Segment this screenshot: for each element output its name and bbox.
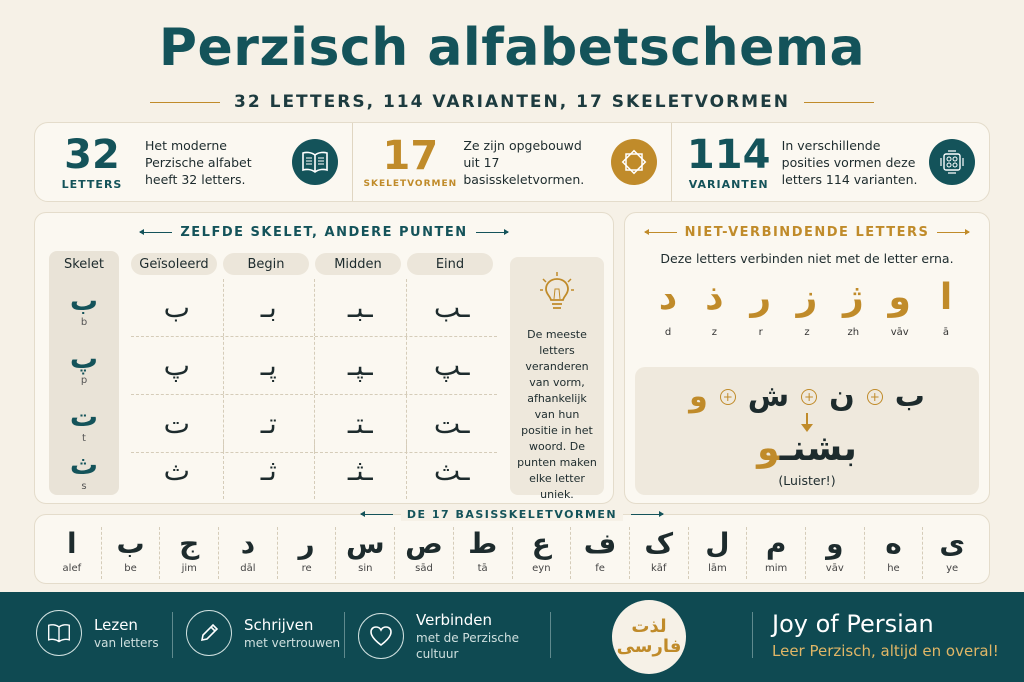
letter-form: ـپ [406,337,498,394]
column-header: Begin [223,253,309,275]
star-icon [611,139,657,185]
list-item: و vāv [805,527,864,579]
plus-icon: + [720,389,736,405]
footer-item-connect [358,610,526,662]
column-header: Midden [315,253,401,275]
page-title: Perzisch alfabetschema [158,18,866,78]
stat-text: Ze zijn opgebouwd uit 17 basisskeletvormen. [463,137,585,187]
letter-form: ـثـ [314,441,406,499]
stat-letters [35,123,352,201]
list-item: ر r [750,277,772,338]
subtitle-row [0,92,1024,112]
word-translation: (Luister!) [778,473,836,488]
list-item: ب be [101,527,160,579]
footer-item-title: Lezen [94,616,138,634]
footer-item-title: Verbinden [416,611,492,629]
skeleton-forms-list [43,527,981,579]
footer-item-sub: met de Perzische cultuur [416,631,520,661]
letter-form: ـت [406,395,498,452]
list-item: ع eyn [512,527,571,579]
footer-item-read [36,610,159,656]
brand-name: Joy of Persian [772,610,934,638]
word-part: ن [829,379,855,414]
page-subtitle: 32 LETTERS, 114 VARIANTEN, 17 SKELETVORMEN [234,92,790,112]
footer-divider [752,612,753,658]
letter-form: ـبـ [314,279,406,336]
list-item: ل lām [688,527,747,579]
list-item: ص sād [394,527,453,579]
letter-form: تـ [223,395,315,452]
list-item: و vāv [888,277,911,338]
list-item: ر re [277,527,336,579]
table-row [131,279,497,337]
stat-skeletons [352,123,670,201]
list-item: ط tā [453,527,512,579]
list-item: م mim [746,527,805,579]
subtitle-rule-right [804,102,874,103]
column-header: Geïsoleerd [131,253,217,275]
skeleton-forms-strip [34,508,990,584]
subtitle-rule-left [150,102,220,103]
letter-form: ـث [406,441,498,499]
tip-text: De meeste letters veranderen van vorm, afhankelijk van hun positie in het woord. De punten maken elke letter uniek. [517,328,597,501]
word-part: ش [747,379,790,414]
stat-text: Het moderne Perzische alfabet heeft 32 letters. [145,137,252,187]
table-row [131,441,497,499]
list-item: ز z [796,277,818,338]
list-item: ا alef [62,527,82,574]
footer-divider [172,612,173,658]
list-item: د d [658,277,678,338]
combined-word: بشنـو [757,428,857,469]
letter-form: ـتـ [314,395,406,452]
non-connecting-heading: NIET-VERBINDENDE LETTERS [625,225,989,240]
stat-number: 17 [382,133,439,179]
letter-form: ب [163,291,190,324]
tip-box [510,257,604,501]
plus-icon: + [801,389,817,405]
word-part: و [689,379,708,414]
letter-form: پ [163,349,190,382]
footer-divider [344,612,345,658]
footer-item-sub: met vertrouwen [244,636,341,650]
book-icon [36,610,82,656]
list-item: ک kāf [629,527,688,579]
footer-item-title: Schrijven [244,616,314,634]
brand-tagline: Leer Perzisch, altijd en overal! [772,642,999,660]
non-connecting-panel [624,212,990,504]
column-header: Eind [407,253,493,275]
grid-icon [929,139,975,185]
letter-form: ث [163,453,190,487]
non-connecting-letters [645,275,969,338]
list-item: ه he [864,527,923,579]
brand-logo: لذت فارسی [612,600,686,674]
lightbulb-icon [540,271,574,315]
list-item: ژ zh [842,277,864,338]
list-item: ی ye [922,527,981,579]
word-parts [635,377,979,417]
footer-item-write [186,610,340,656]
letter-form: ت [163,407,190,440]
list-item: ا ā [939,277,953,338]
heart-icon [358,613,404,659]
stat-text: In verschillende posities vormen deze letters 114 varianten. [781,137,918,187]
skeleton-letter: ب b [69,284,99,328]
letter-form: بـ [223,279,315,336]
skeleton-letter: پ p [69,342,99,386]
skeleton-forms-heading: DE 17 BASISSKELETVORMEN [35,508,989,521]
list-item: ج jim [159,527,218,579]
stat-number: 114 [686,131,771,178]
pencil-icon [186,610,232,656]
word-example [635,367,979,495]
letter-form: ـپـ [314,337,406,394]
footer [0,592,1024,682]
footer-item-sub: van letters [94,636,159,650]
stat-label: SKELETVORMEN [363,179,458,189]
table-row [131,337,497,395]
book-icon [292,139,338,185]
word-part: ب [894,379,925,414]
stats-bar [34,122,990,202]
list-item: ذ z [705,277,724,338]
stat-label: VARIANTEN [688,177,769,191]
list-item: د dāl [218,527,277,579]
letter-form: پـ [223,337,315,394]
footer-divider [550,612,551,658]
same-skeleton-heading: ZELFDE SKELET, ANDERE PUNTEN [35,225,613,240]
column-header: Skelet [63,256,105,272]
skeleton-letter: ث s [69,448,99,492]
list-item: ف fe [570,527,629,579]
plus-icon: + [867,389,883,405]
letter-form: ثـ [223,441,315,499]
stat-number: 32 [64,131,120,178]
skeleton-letter: ت t [69,400,99,444]
letter-form: ـب [406,279,498,336]
list-item: س sin [335,527,394,579]
same-skeleton-panel [34,212,614,504]
stat-variants [671,123,989,201]
non-connecting-description: Deze letters verbinden niet met de letter erna. [660,251,954,266]
stat-label: LETTERS [61,177,123,191]
